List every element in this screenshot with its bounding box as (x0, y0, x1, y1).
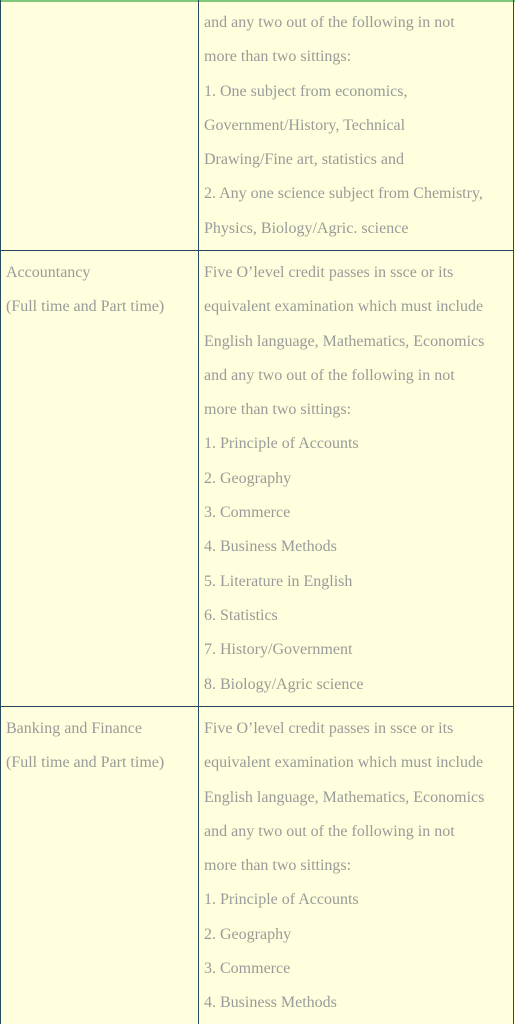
requirement-line: Government/History, Technical (204, 116, 406, 134)
left-border (0, 0, 1, 1024)
requirement-line: English language, Mathematics, Economics (204, 788, 485, 806)
requirement-line: and any two out of the following in not (204, 14, 455, 31)
course-mode: (Full time and Part time) (6, 754, 165, 772)
requirement-line: 5. Literature in English (204, 572, 353, 590)
requirement-line: Physics, Biology/Agric. science (204, 219, 409, 237)
requirement-line: Five O’level credit passes in ssce or its (204, 264, 454, 281)
top-border (0, 0, 515, 2)
requirement-line: more than two sittings: (204, 857, 352, 875)
course-cell (6, 262, 194, 331)
requirement-line: English language, Mathematics, Economics (204, 332, 485, 350)
requirement-line: 1. Principle of Accounts (204, 891, 359, 909)
requirement-line: 1. Principle of Accounts (204, 435, 359, 453)
requirement-line: 2. Geography (204, 925, 292, 943)
requirement-line: more than two sittings: (204, 401, 352, 419)
right-border (513, 0, 514, 1024)
course-cell (6, 718, 194, 787)
requirements-cell (204, 12, 510, 252)
requirement-line: and any two out of the following in not (204, 366, 455, 384)
requirement-line: 3. Commerce (204, 504, 291, 522)
requirement-line: 1. One subject from economics, (204, 82, 408, 100)
requirement-line: 8. Biology/Agric science (204, 675, 364, 693)
requirement-line: more than two sittings: (204, 48, 352, 66)
course-name: Accountancy (6, 264, 91, 281)
requirement-line: 6. Statistics (204, 606, 278, 624)
requirement-line: 4. Business Methods (204, 994, 337, 1012)
requirement-line: 4. Business Methods (204, 538, 337, 556)
requirement-line: equivalent examination which must include (204, 754, 484, 772)
requirement-line: Drawing/Fine art, statistics and (204, 151, 404, 169)
requirements-cell (204, 718, 510, 1024)
requirements-cell (204, 262, 510, 708)
course-name: Banking and Finance (6, 720, 142, 737)
requirement-line: 3. Commerce (204, 960, 291, 978)
requirement-line: and any two out of the following in not (204, 822, 455, 840)
requirement-line: Five O’level credit passes in ssce or its (204, 720, 454, 737)
requirement-line: equivalent examination which must include (204, 298, 484, 316)
requirement-line: 2. Any one science subject from Chemistry, (204, 185, 483, 203)
course-mode: (Full time and Part time) (6, 298, 165, 316)
requirement-line: 7. History/Government (204, 641, 353, 659)
requirement-line: 2. Geography (204, 469, 292, 487)
column-divider (198, 0, 199, 1024)
